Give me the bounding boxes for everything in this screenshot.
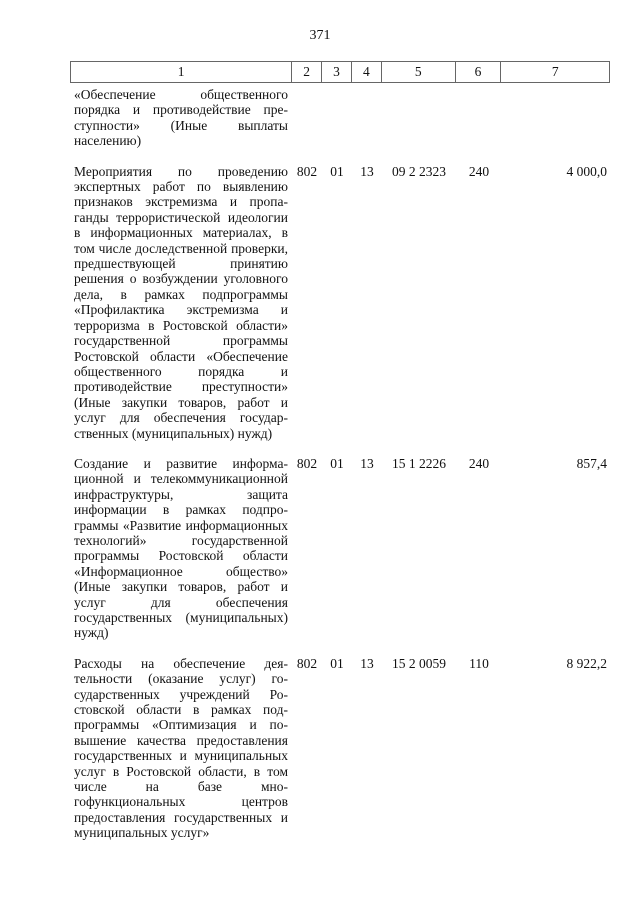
row-amount: 4 000,0 xyxy=(566,163,607,179)
row-target: 15 2 0059 xyxy=(392,655,446,671)
table-row xyxy=(70,456,610,641)
row-amount xyxy=(502,87,610,149)
row-amount: 8 922,2 xyxy=(566,655,607,671)
header-col-3: 3 xyxy=(322,62,352,82)
header-col-6: 6 xyxy=(456,62,502,82)
header-col-4: 4 xyxy=(352,62,382,82)
row-ministry: 802 xyxy=(296,655,318,671)
row-section: 01 xyxy=(330,163,344,179)
row-subsection: 13 xyxy=(360,455,374,471)
row-amount: 857,4 xyxy=(576,455,607,471)
row-subsection xyxy=(352,87,382,149)
row-type xyxy=(456,87,502,149)
row-ministry xyxy=(292,87,322,149)
row-ministry: 802 xyxy=(296,455,318,471)
row-target xyxy=(382,87,456,149)
table-row xyxy=(70,164,610,441)
row-subsection: 13 xyxy=(360,163,374,179)
table-row xyxy=(70,87,610,149)
table-body xyxy=(70,87,610,856)
row-type: 110 xyxy=(469,655,489,671)
row-target: 09 2 2323 xyxy=(392,163,446,179)
header-col-5: 5 xyxy=(382,62,456,82)
row-type: 240 xyxy=(468,163,490,179)
row-description: Расходы на обеспечение деятельности (оказание услуг) государственных учреждений Ростовской области в рамках подпрограммы «Оптимизация и повышение качества предоставления государственных и муниципальных услуг в Ростовской области, в том числе на базе многофункциональных центров предоставления государственных и муниципальных услуг» xyxy=(74,655,288,841)
row-description: «Обеспечение общественного порядка и противодействие преступности» (Иные выплаты населению) xyxy=(74,87,288,149)
header-col-7: 7 xyxy=(551,64,559,79)
table-header xyxy=(70,61,610,83)
row-type: 240 xyxy=(468,455,490,471)
table-row xyxy=(70,656,610,841)
header-col-2: 2 xyxy=(292,62,322,82)
row-ministry: 802 xyxy=(296,163,318,179)
row-description: Мероприятия по проведению экспертных работ по выявлению признаков экстремизма и пропаганды террористической идеологии в информационных материалах, в том числе доследственной проверки, предшествующей принятию решения о возбуждении уголовного дела, в рамках подпрограммы «Профилактика экстремизма и терроризма в Ростовской области» государственной программы Ростовской области «Обеспечение общественного порядка и противодействие преступности» (Иные закупки товаров, работ и услуг для обеспечения государственных (муниципальных) нужд) xyxy=(74,163,288,441)
row-target: 15 1 2226 xyxy=(392,455,446,471)
row-section: 01 xyxy=(330,655,344,671)
row-subsection: 13 xyxy=(360,655,374,671)
row-section xyxy=(322,87,352,149)
row-section: 01 xyxy=(330,455,344,471)
page-number: 371 xyxy=(309,28,331,43)
header-col-1: 1 xyxy=(71,62,292,82)
row-description: Создание и развитие информационной и телекоммуникационной инфраструктуры, защита информации в рамках подпрограммы «Развитие информационных технологий» государственной программы Ростовской области «Информационное общество» (Иные закупки товаров, работ и услуг для обеспечения государственных (муниципальных) нужд) xyxy=(74,455,288,641)
